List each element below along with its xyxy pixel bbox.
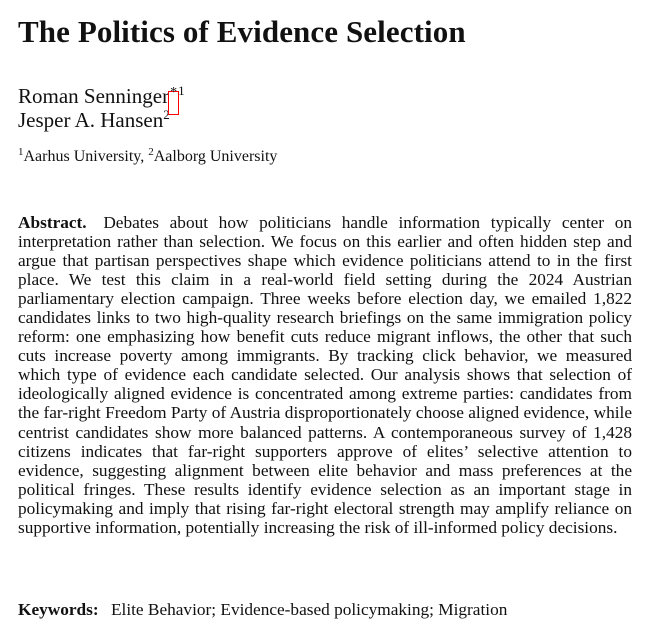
author-1 [18,84,185,108]
keywords [18,600,507,620]
keywords-label: Keywords: [18,600,99,619]
author-2 [18,108,185,132]
paper-title: The Politics of Evidence Selection [18,14,466,49]
corresponding-author-footnote-link[interactable]: * [169,92,178,114]
affiliation-1-name: Aarhus University, [23,148,145,165]
affiliation-2-name: Aalborg University [153,148,278,165]
author-1-affiliation-mark: 1 [178,83,185,98]
abstract-text: Debates about how politicians handle information typically center on interpretation rather than selection. We focus on this earlier and often hidden step and argue that partisan perspectives shape which evidence politicians attend to in the first place. We test this claim in a real-world field setting during the 2024 Austrian parliamentary election campaign. Three weeks before election day, we emailed 1,822 candidates links to two high-quality research briefings on the same immigration policy reform: one emphasizing how benefit cuts reduce migrant inflows, the other that such cuts increase poverty among immigrants. By tracking click behavior, we measured which type of evidence each candidate selected. Our analysis shows that selection of ideologically aligned evidence is concentrated among extreme parties: candidates from the far-right Freedom Party of Austria disproportionately choose aligned evidence, while centrist candidates show more balanced patterns. A contemporaneous survey of 1,428 citizens indicates that far-right supporters approve of elites’ selective attention to evidence, suggesting alignment between elite behavior and mass preferences at the political fringes. These results identify evidence selection as an important stage in policymaking and imply that rising far-right electoral strength may amplify reliance on supportive information, potentially increasing the risk of ill-informed policy decisions. [18,213,632,537]
author-2-affiliation-mark: 2 [163,107,170,122]
affiliation-1-mark: 1 [18,146,24,158]
abstract [18,213,632,537]
keywords-text: Elite Behavior; Evidence-based policymaking; Migration [110,600,508,619]
affiliation-list [18,148,277,166]
abstract-label: Abstract. [18,213,87,232]
author-2-name: Jesper A. Hansen [18,108,164,132]
author-1-name: Roman Senninger [18,84,170,108]
affiliation-2-mark: 2 [148,146,154,158]
author-list [18,84,185,132]
